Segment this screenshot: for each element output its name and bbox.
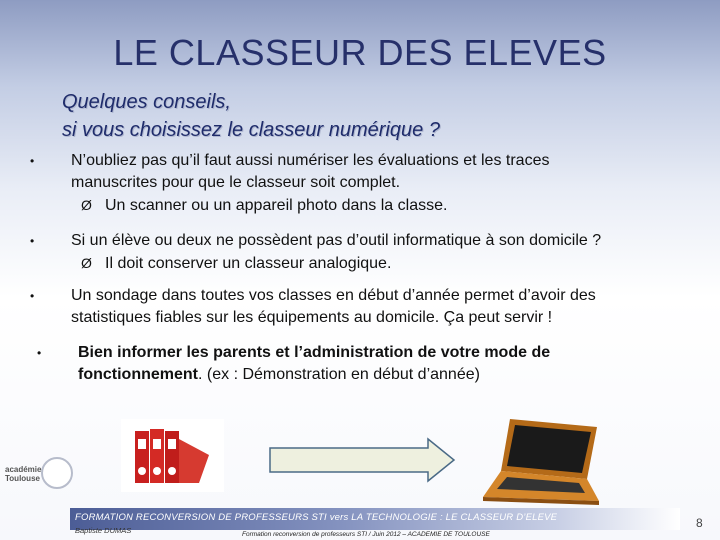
logo-line-1: académie [5,465,42,474]
binders-icon [121,419,224,492]
bullet-item [30,230,690,275]
bullet-marker: • [30,289,35,303]
bullet-subtext: Il doit conserver un classeur analogique. [105,255,392,272]
subtitle-line-2: si vous choisissez le classeur numérique ? [62,119,440,141]
bullet-item [30,285,690,329]
bullet-item [30,150,690,217]
slide-title: LE CLASSEUR DES ELEVES [113,32,607,73]
bullet-text: Un sondage dans toutes vos classes en début d’année permet d’avoir des [71,287,596,304]
bullet-text: N’oubliez pas qu’il faut aussi numériser les évaluations et les traces [71,152,550,169]
bullet-subtext: Un scanner ou un appareil photo dans la classe. [105,197,448,214]
right-arrow-icon [268,437,458,488]
bullet-subitem [81,194,690,217]
bullet-text: Si un élève ou deux ne possèdent pas d’outil informatique à son domicile ? [71,232,602,249]
logo-emblem-icon [41,457,73,489]
bullet-subitem [81,252,690,275]
subtitle-line-1: Quelques conseils, [62,91,231,113]
footer-subtitle: Formation reconversion de professeurs STI / Juin 2012 – ACADEMIE DE TOULOUSE [242,531,490,538]
bullet-marker: • [30,234,35,248]
bullet-text [78,342,677,386]
footer-author: Baptiste DUMAS [75,526,132,535]
bullet-marker: • [30,154,35,168]
bullet-item [37,342,677,386]
bullet-rest-text: . (ex : Démonstration en début d’année) [198,366,480,383]
bullet-bold-text: Bien informer les parents et l’administration de votre mode de fonctionnement [78,344,551,383]
arrow-bullet-icon: Ø [81,255,92,271]
academie-logo [5,455,67,525]
footer-title: FORMATION RECONVERSION DE PROFESSEURS STI vers LA TECHNOLOGIE : LE CLASSEUR D’ELEVE [75,512,558,523]
arrow-bullet-icon: Ø [81,197,92,213]
slide-subtitle [62,88,440,144]
bullet-marker: • [37,346,42,360]
bullet-text: statistiques fiables sur les équipements au domicile. Ça peut servir ! [71,309,553,326]
page-number: 8 [696,516,703,530]
logo-line-2: Toulouse [5,474,40,483]
bullet-text: manuscrites pour que le classeur soit complet. [71,174,401,191]
laptop-icon [475,417,605,512]
